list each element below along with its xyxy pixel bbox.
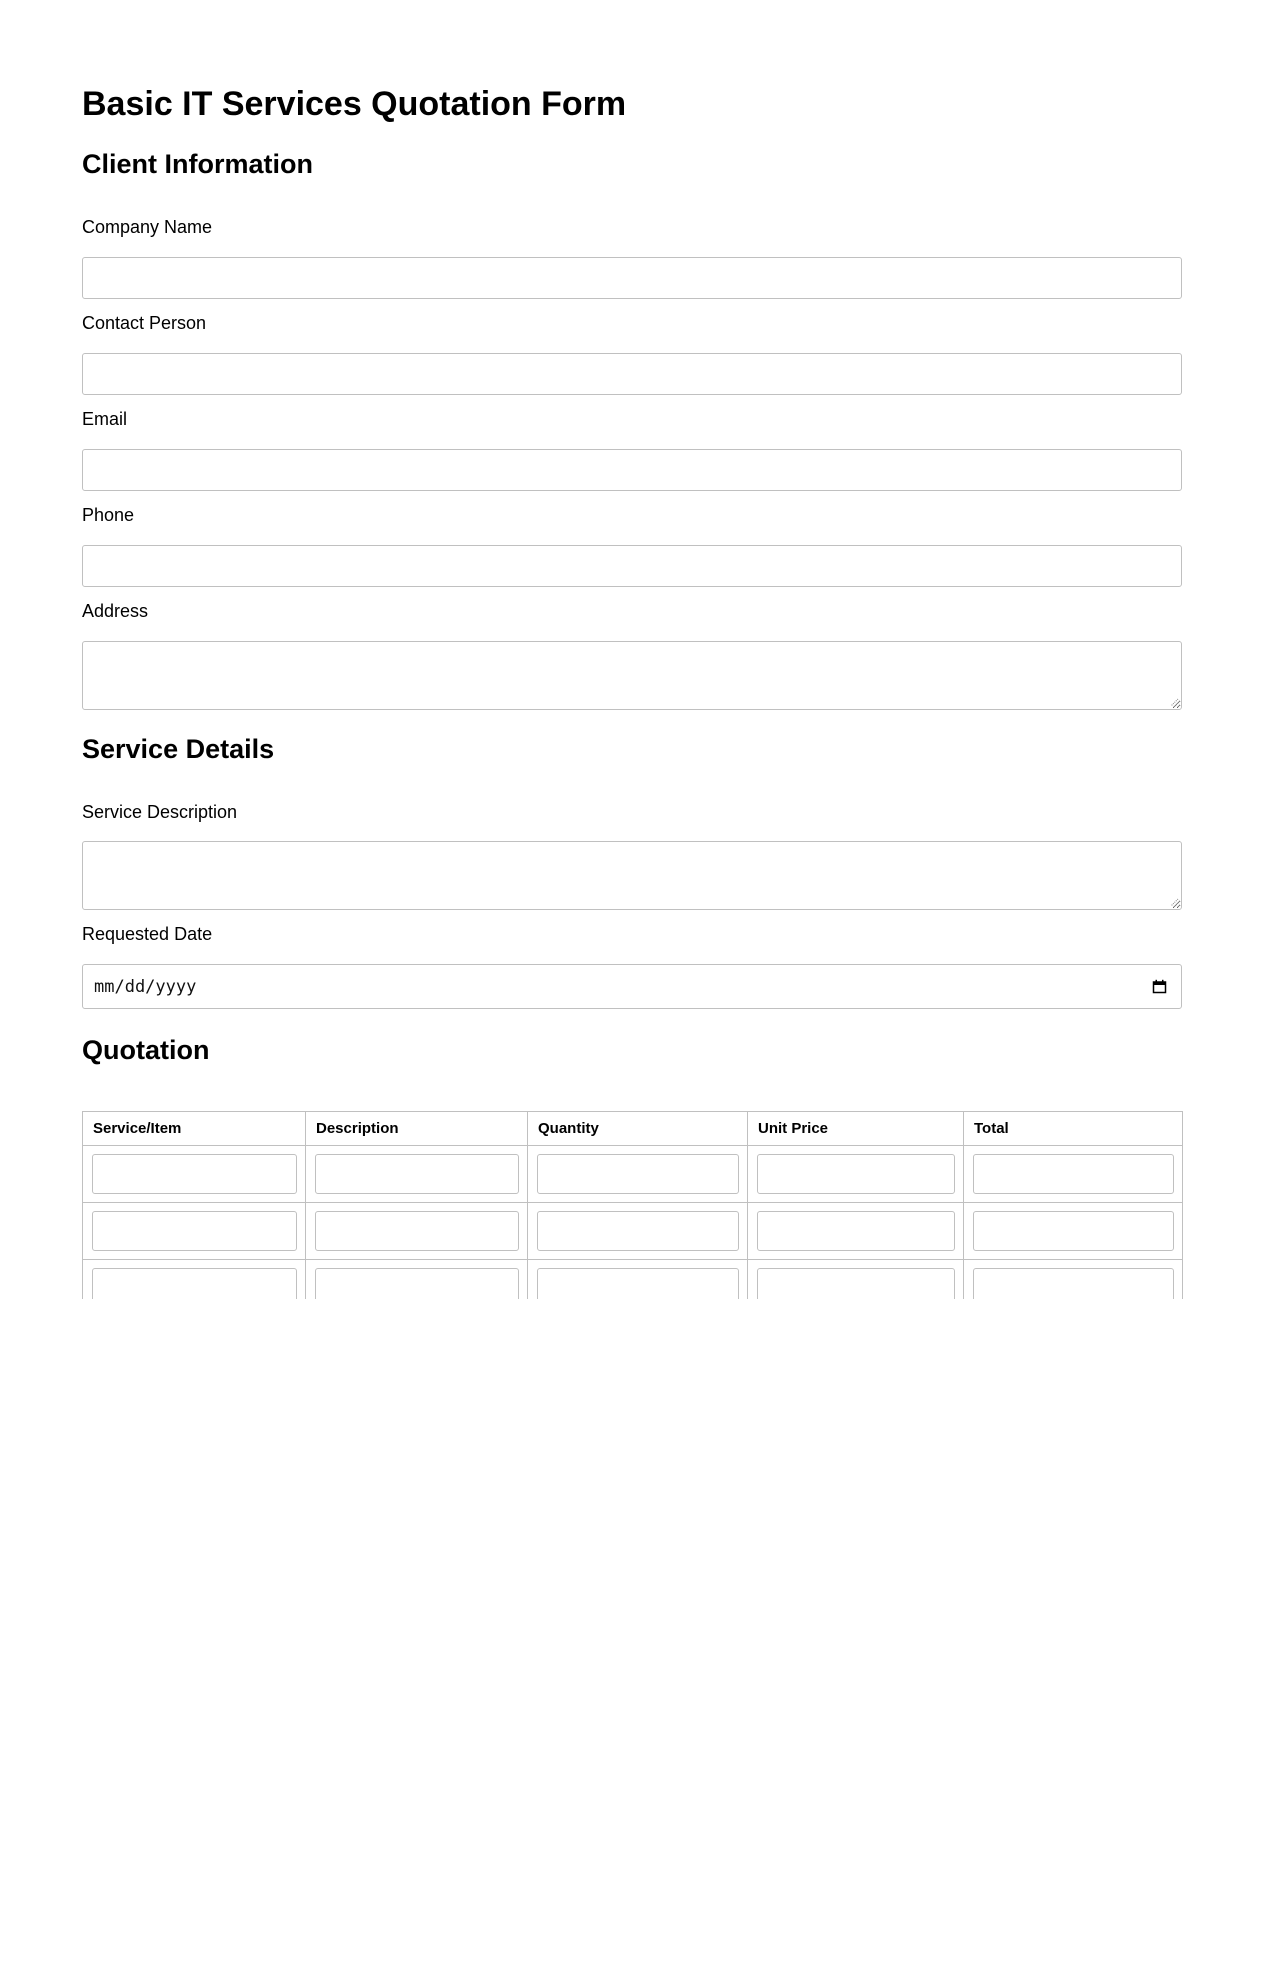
table-row <box>83 1260 1183 1300</box>
unit-price-input[interactable] <box>757 1154 955 1194</box>
date-placeholder: mm/dd/yyyy <box>94 977 197 997</box>
unit-price-input[interactable] <box>757 1211 955 1251</box>
table-header-row <box>83 1112 1183 1146</box>
service-item-input[interactable] <box>92 1154 297 1194</box>
quotation-heading: Quotation <box>82 1035 210 1065</box>
table-cell <box>528 1203 748 1260</box>
table-cell <box>964 1260 1183 1300</box>
table-cell <box>748 1260 964 1300</box>
column-header-total: Total <box>964 1112 1183 1146</box>
client-information-heading: Client Information <box>82 149 313 179</box>
quantity-input[interactable] <box>537 1268 739 1299</box>
column-header-quantity: Quantity <box>528 1112 748 1146</box>
table-row <box>83 1146 1183 1203</box>
quantity-input[interactable] <box>537 1154 739 1194</box>
description-input[interactable] <box>315 1268 519 1299</box>
email-label: Email <box>82 409 128 429</box>
table-cell <box>964 1203 1183 1260</box>
description-input[interactable] <box>315 1154 519 1194</box>
contact-person-label: Contact Person <box>82 313 207 333</box>
table-cell <box>306 1203 528 1260</box>
table-cell <box>528 1146 748 1203</box>
requested-date-label: Requested Date <box>82 924 213 944</box>
table-cell <box>964 1146 1183 1203</box>
column-header-service-item: Service/Item <box>83 1112 306 1146</box>
quantity-input[interactable] <box>537 1211 739 1251</box>
table-cell <box>528 1260 748 1300</box>
table-cell <box>306 1260 528 1300</box>
total-input[interactable] <box>973 1211 1174 1251</box>
table-cell <box>306 1146 528 1203</box>
phone-input[interactable] <box>82 545 1182 587</box>
column-header-description: Description <box>306 1112 528 1146</box>
service-item-input[interactable] <box>92 1268 297 1299</box>
total-input[interactable] <box>973 1154 1174 1194</box>
service-description-textarea[interactable] <box>82 841 1182 910</box>
description-input[interactable] <box>315 1211 519 1251</box>
column-header-unit-price: Unit Price <box>748 1112 964 1146</box>
email-input[interactable] <box>82 449 1182 491</box>
unit-price-input[interactable] <box>757 1268 955 1299</box>
table-row <box>83 1203 1183 1260</box>
total-input[interactable] <box>973 1268 1174 1299</box>
address-label: Address <box>82 601 149 621</box>
table-cell <box>748 1203 964 1260</box>
page-title: Basic IT Services Quotation Form <box>82 85 627 123</box>
address-textarea-wrapper <box>82 641 1182 710</box>
calendar-icon[interactable] <box>1152 979 1167 994</box>
company-name-label: Company Name <box>82 217 213 237</box>
table-cell <box>83 1260 306 1300</box>
table-cell <box>83 1203 306 1260</box>
phone-label: Phone <box>82 505 135 525</box>
service-description-wrapper <box>82 841 1182 910</box>
table-cell <box>83 1146 306 1203</box>
company-name-input[interactable] <box>82 257 1182 299</box>
requested-date-input[interactable] <box>82 964 1182 1009</box>
table-cell <box>748 1146 964 1203</box>
service-description-label: Service Description <box>82 802 238 822</box>
quotation-table <box>82 1111 1183 1299</box>
service-item-input[interactable] <box>92 1211 297 1251</box>
address-textarea[interactable] <box>82 641 1182 710</box>
service-details-heading: Service Details <box>82 734 275 764</box>
contact-person-input[interactable] <box>82 353 1182 395</box>
